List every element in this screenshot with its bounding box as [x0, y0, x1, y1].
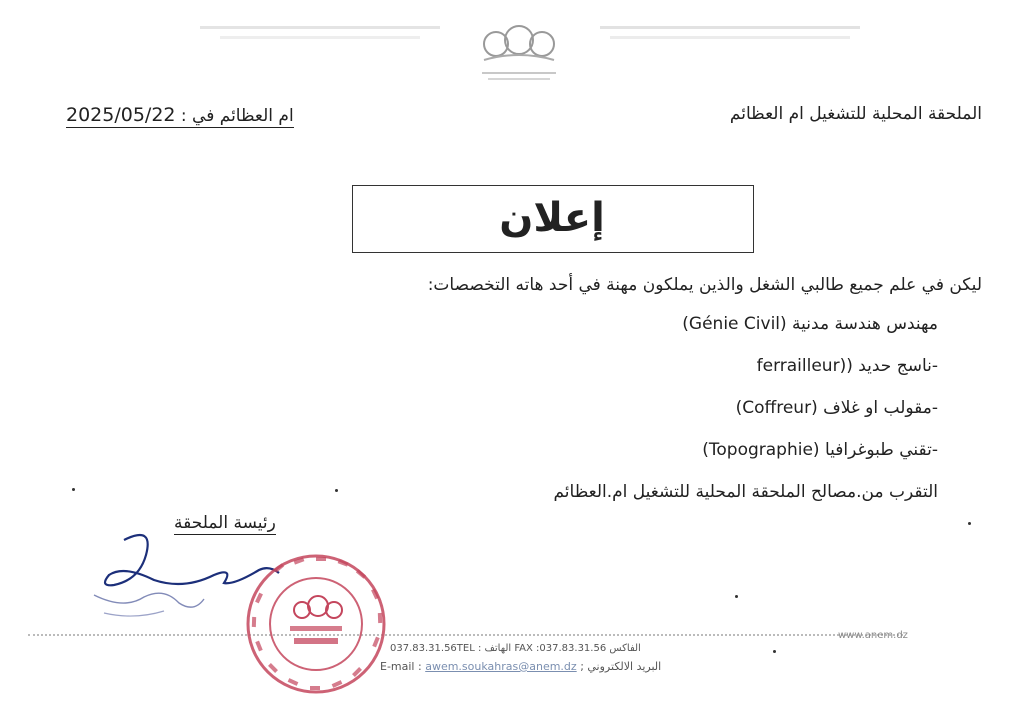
signer-title: رئيسة الملحقة — [174, 513, 276, 533]
specialty-item: -مقولب او غلاف (Coffreur) — [735, 398, 938, 418]
footer-divider — [28, 634, 903, 636]
document-date: 2025/05/22 — [66, 104, 176, 126]
footer-phone-fax: الفاكس FAX :037.83.31.56 الهاتف : 037.83.31.56TEL — [390, 643, 641, 654]
scan-speck — [968, 522, 971, 525]
footer-website[interactable]: www.anem.dz — [838, 630, 908, 641]
faded-letterhead-left — [200, 18, 440, 48]
specialty-item: -ناسج حديد ((ferrailleur — [756, 356, 938, 376]
announcement-title: إعلان — [499, 195, 605, 241]
email-link[interactable]: awem.soukahras@anem.dz — [425, 660, 577, 673]
anem-logo — [474, 20, 564, 84]
place-date-label: ام العظائم في : — [180, 106, 294, 126]
closing-paragraph: التقرب من.مصالح الملحقة المحلية للتشغيل ام.العظائم — [553, 482, 938, 502]
scan-speck — [72, 488, 75, 491]
email-label-arabic: ; البريد الالكتروني — [580, 660, 662, 673]
specialty-item: مهندس هندسة مدنية (Génie Civil) — [682, 314, 938, 334]
official-stamp — [244, 552, 388, 696]
scan-speck — [735, 595, 738, 598]
agency-name: الملحقة المحلية للتشغيل ام العظائم — [729, 104, 982, 124]
email-label: E-mail : — [380, 660, 422, 673]
faded-letterhead-right — [600, 18, 860, 48]
intro-paragraph: ليكن في علم جميع طالبي الشغل والذين يملكون مهنة في أحد هاته التخصصات: — [427, 275, 982, 295]
scan-speck — [773, 650, 776, 653]
footer-email-line — [380, 660, 661, 673]
scan-speck — [335, 489, 338, 492]
specialty-item: -تقني طبوغرافيا (Topographie) — [702, 440, 938, 460]
place-and-date — [66, 104, 294, 128]
